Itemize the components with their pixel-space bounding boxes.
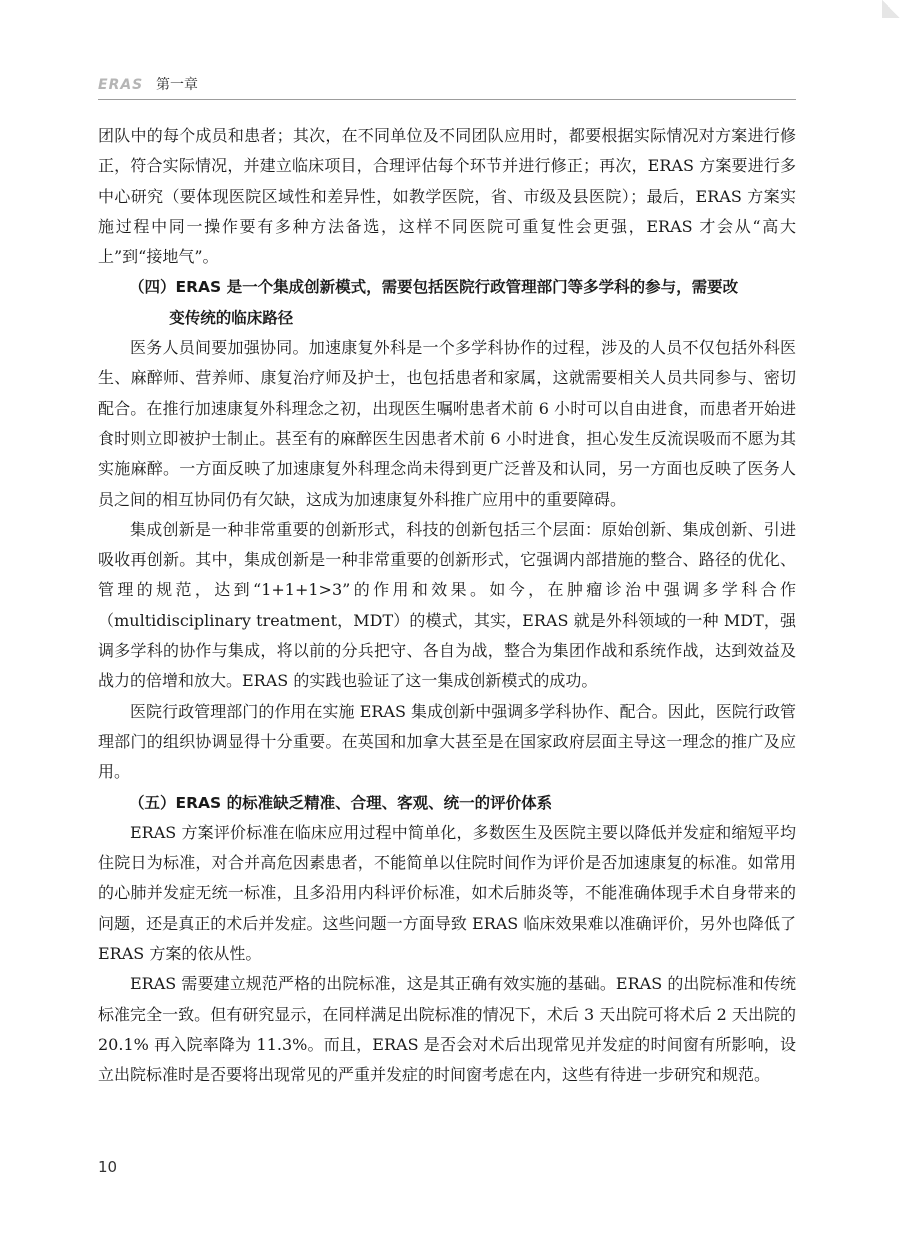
paragraph-administration: 医院行政管理部门的作用在实施 ERAS 集成创新中强调多学科协作、配合。因此，医院行政管理部门的组织协调显得十分重要。在英国和加拿大甚至是在国家政府层面主导这一理念的推广及应用。 [98,701,796,782]
section-heading-4-line2: 变传统的临床路径 [169,308,294,327]
page-corner-fold [882,0,900,18]
header-rule [98,99,796,100]
running-header-mark: ERAS [98,77,144,93]
body-text [98,121,796,1091]
paragraph-continued: 团队中的每个成员和患者；其次，在不同单位及不同团队应用时，都要根据实际情况对方案进行修正，符合实际情况，并建立临床项目，合理评估每个环节并进行修正；再次，ERAS 方案要进行多中心研究（要体现医院区域性和差异性，如教学医院，省、市级及县医院）；最后，ERAS 方案实施过程中同一操作要有多种方法备选，这样不同医院可重复性会更强，ERAS 才会从“高大上”到“接地气”。 [98,126,796,267]
paragraph-integrated-innovation: 集成创新是一种非常重要的创新形式，科技的创新包括三个层面：原始创新、集成创新、引进吸收再创新。其中，集成创新是一种非常重要的创新形式，它强调内部措施的整合、路径的优化、管理的规范，达到“1+1+1>3”的作用和效果。如今，在肿瘤诊治中强调多学科合作（multidisciplinary treatment，MDT）的模式，其实，ERAS 就是外科领域的一种 MDT，强调多学科的协作与集成，将以前的分兵把守、各自为战，整合为集团作战和系统作战，达到效益及战力的倍增和放大。ERAS 的实践也验证了这一集成创新模式的成功。 [98,519,796,691]
section-heading-4 [98,272,796,333]
paragraph-collaboration: 医务人员间要加强协同。加速康复外科是一个多学科协作的过程，涉及的人员不仅包括外科医生、麻醉师、营养师、康复治疗师及护士，也包括患者和家属，这就需要相关人员共同参与、密切配合。在推行加速康复外科理念之初，出现医生嘱咐患者术前 6 小时可以自由进食，而患者开始进食时则立即被护士制止。甚至有的麻醉医生因患者术前 6 小时进食，担心发生反流误吸而不愿为其实施麻醉。一方面反映了加速康复外科理念尚未得到更广泛普及和认同，另一方面也反映了医务人员之间的相互协同仍有欠缺，这成为加速康复外科推广应用中的重要障碍。 [98,338,796,509]
running-header [98,75,796,97]
paragraph-discharge-standard: ERAS 需要建立规范严格的出院标准，这是其正确有效实施的基础。ERAS 的出院标准和传统标准完全一致。但有研究显示，在同样满足出院标准的情况下，术后 3 天出院可将术后 2 天出院的 20.1% 再入院率降为 11.3%。而且，ERAS 是否会对术后出现常见并发症的时间窗有所影响，设立出院标准时是否要将出现常见的严重并发症的时间窗考虑在内，这些有待进一步研究和规范。 [98,974,796,1085]
section-heading-5: （五）ERAS 的标准缺乏精准、合理、客观、统一的评价体系 [129,793,553,812]
section-heading-4-line1: （四）ERAS 是一个集成创新模式，需要包括医院行政管理部门等多学科的参与，需要改 [129,278,739,297]
paragraph-evaluation-standard: ERAS 方案评价标准在临床应用过程中简单化，多数医生及医院主要以降低并发症和缩短平均住院日为标准，对合并高危因素患者，不能简单以住院时间作为评价是否加速康复的标准。如常用的心肺并发症无统一标准，且多沿用内科评价标准，如术后肺炎等，不能准确体现手术自身带来的问题，还是真正的术后并发症。这些问题一方面导致 ERAS 临床效果难以准确评价，另外也降低了 ERAS 方案的依从性。 [98,822,796,964]
running-header-chapter: 第一章 [156,77,198,93]
page-number: 10 [98,1158,118,1176]
